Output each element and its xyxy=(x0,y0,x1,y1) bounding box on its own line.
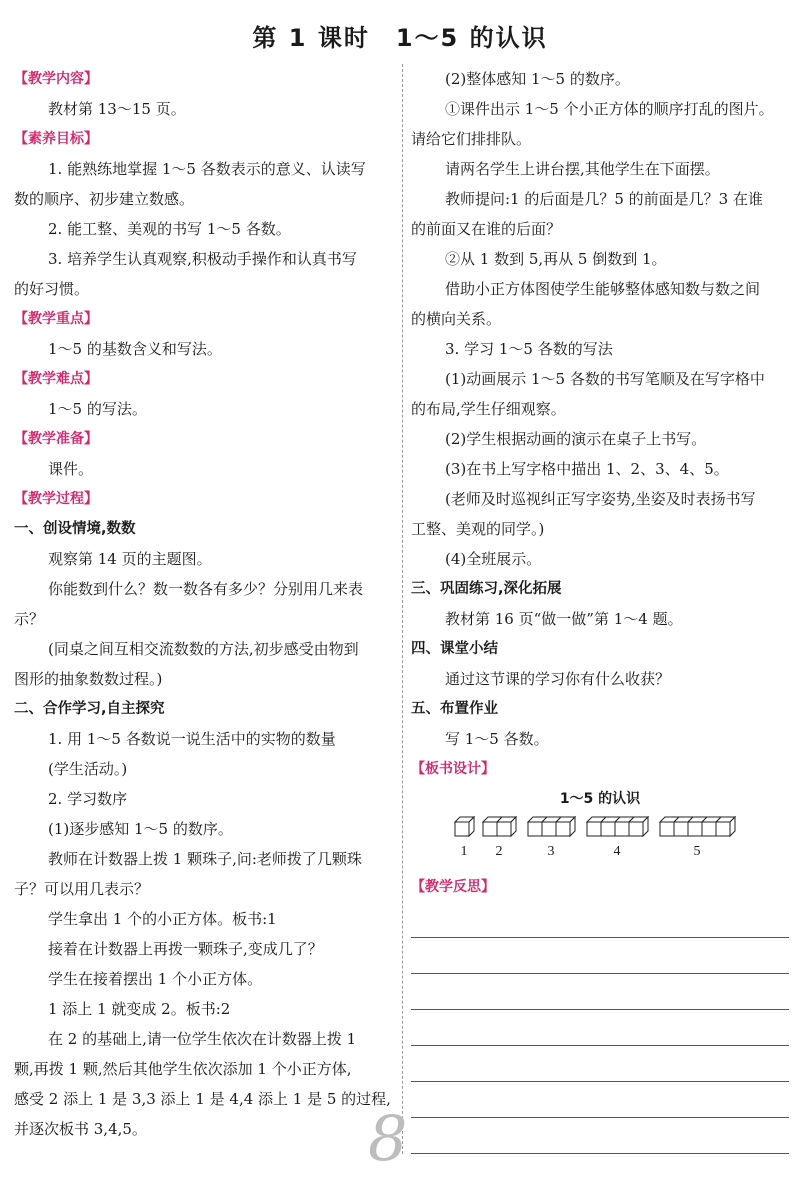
cube-group-3 xyxy=(528,817,575,836)
section-heading: 【教学过程】 xyxy=(14,491,98,507)
text-line: 1. 能熟练地掌握 1～5 各数表示的意义、认读写 xyxy=(48,160,366,178)
cube-group-4 xyxy=(587,817,648,836)
cube xyxy=(629,822,643,836)
text-line: 并逐次板书 3,4,5。 xyxy=(14,1120,147,1138)
cube xyxy=(483,822,497,836)
text-line: 示？ xyxy=(14,610,45,628)
text-line: 借助小正方体图使学生能够整体感知数与数之间 xyxy=(445,280,761,298)
text-line: 感受 2 添上 1 是 3,3 添上 1 是 4,4 添上 1 是 5 的过程, xyxy=(14,1090,391,1108)
text-line: 通过这节课的学习你有什么收获？ xyxy=(445,670,671,688)
section-heading: 【教学内容】 xyxy=(14,71,98,87)
text-line: (2)整体感知 1～5 的数序。 xyxy=(445,70,630,88)
cube-diagram xyxy=(411,814,789,872)
text-line: 颗,再拨 1 颗,然后其他学生依次添加 1 个小正方体, xyxy=(14,1060,352,1078)
text-line: (学生活动。) xyxy=(48,760,128,778)
text-line: 教师在计数器上拨 1 颗珠子,问:老师拨了几颗珠 xyxy=(48,850,362,868)
text-line: 学生在接着摆出 1 个小正方体。 xyxy=(48,970,263,988)
right-column xyxy=(411,64,789,1154)
cube-label-1: 1 xyxy=(460,844,468,859)
text-line: 图形的抽象数数过程。) xyxy=(14,670,163,688)
text-line: 1～5 的写法。 xyxy=(48,400,147,418)
text-line: 在 2 的基础上,请一位学生依次在计数器上拨 1 xyxy=(48,1030,357,1048)
text-line: 你能数到什么？数一数各有多少？分别用几来表 xyxy=(48,580,364,598)
writing-line xyxy=(411,938,789,974)
section-heading: 【素养目标】 xyxy=(14,131,98,147)
text-line: 1～5 的基数含义和写法。 xyxy=(48,340,222,358)
page-number: 8 xyxy=(368,1102,408,1175)
text-line: 教材第 13～15 页。 xyxy=(48,100,186,118)
writing-line xyxy=(411,1010,789,1046)
cube-label-5: 5 xyxy=(693,844,701,859)
text-line: 的好习惯。 xyxy=(14,280,90,298)
cube-diagram-svg xyxy=(411,814,789,844)
cube-label-4: 4 xyxy=(613,844,621,859)
text-line: 写 1～5 各数。 xyxy=(445,730,549,748)
cube xyxy=(455,822,469,836)
step-heading: 三、巩固练习,深化拓展 xyxy=(411,581,562,597)
cube xyxy=(660,822,674,836)
section-heading: 【教学难点】 xyxy=(14,371,98,387)
text-line: 学生拿出 1 个的小正方体。板书:1 xyxy=(48,910,277,928)
cube xyxy=(674,822,688,836)
text-line: 1 添上 1 就变成 2。板书:2 xyxy=(48,1000,231,1018)
text-line: 课件。 xyxy=(48,460,94,478)
text-line: 教师提问:1 的后面是几？5 的前面是几？3 在谁 xyxy=(445,190,763,208)
cube xyxy=(688,822,702,836)
step-heading: 五、布置作业 xyxy=(411,701,498,717)
cube xyxy=(615,822,629,836)
column-divider xyxy=(402,64,403,1154)
text-line: 教材第 16 页“做一做”第 1～4 题。 xyxy=(445,610,683,628)
step-heading: 一、创设情境,数数 xyxy=(14,521,136,537)
text-line: 工整、美观的同学。) xyxy=(411,520,545,538)
text-line: 子？可以用几表示？ xyxy=(14,880,150,898)
cube-label-3: 3 xyxy=(547,844,555,859)
text-line: (1)动画展示 1～5 各数的书写笔顺及在写字格中 xyxy=(445,370,765,388)
writing-line xyxy=(411,902,789,938)
text-line: (老师及时巡视纠正写字姿势,坐姿及时表扬书写 xyxy=(445,490,756,508)
cube xyxy=(587,822,601,836)
text-line: 的布局,学生仔细观察。 xyxy=(411,400,566,418)
section-heading: 【板书设计】 xyxy=(411,761,495,777)
text-line: (3)在书上写字格中描出 1、2、3、4、5。 xyxy=(445,460,729,478)
cube-label-2: 2 xyxy=(495,844,503,859)
text-line: (同桌之间互相交流数数的方法,初步感受由物到 xyxy=(48,640,359,658)
text-line: (2)学生根据动画的演示在桌子上书写。 xyxy=(445,430,707,448)
writing-line xyxy=(411,1118,789,1154)
page-title: 第 1 课时 1～5 的认识 xyxy=(252,24,548,52)
cube xyxy=(556,822,570,836)
cube xyxy=(716,822,730,836)
reflection-lines xyxy=(411,902,789,1154)
cube xyxy=(528,822,542,836)
text-line: ②从 1 数到 5,再从 5 倒数到 1。 xyxy=(445,250,667,268)
text-line: ①课件出示 1～5 个小正方体的顺序打乱的图片。 xyxy=(445,100,774,118)
text-line: 3. 培养学生认真观察,积极动手操作和认真书写 xyxy=(48,250,357,268)
cube xyxy=(497,822,511,836)
writing-line xyxy=(411,1082,789,1118)
writing-line xyxy=(411,1046,789,1082)
text-line: 2. 学习数序 xyxy=(48,790,128,808)
text-line: 2. 能工整、美观的书写 1～5 各数。 xyxy=(48,220,291,238)
cube-group-1 xyxy=(455,817,474,836)
step-heading: 四、课堂小结 xyxy=(411,641,498,657)
text-line: (4)全班展示。 xyxy=(445,550,542,568)
text-line: 的前面又在谁的后面？ xyxy=(411,220,562,238)
text-line: 的横向关系。 xyxy=(411,310,502,328)
text-line: 1. 用 1～5 各数说一说生活中的实物的数量 xyxy=(48,730,336,748)
cube-group-5 xyxy=(660,817,735,836)
text-line: 请给它们排排队。 xyxy=(411,130,532,148)
cube-group-2 xyxy=(483,817,516,836)
section-heading-reflection: 【教学反思】 xyxy=(411,879,495,895)
text-line: 观察第 14 页的主题图。 xyxy=(48,550,212,568)
text-line: 接着在计数器上再拨一颗珠子,变成几了？ xyxy=(48,940,323,958)
section-heading: 【教学重点】 xyxy=(14,311,98,327)
step-heading: 二、合作学习,自主探究 xyxy=(14,701,165,717)
board-title: 1～5 的认识 xyxy=(559,791,641,807)
text-line: 数的顺序、初步建立数感。 xyxy=(14,190,195,208)
left-column xyxy=(14,64,392,1144)
cube xyxy=(702,822,716,836)
text-line: 3. 学习 1～5 各数的写法 xyxy=(445,340,613,358)
cube xyxy=(601,822,615,836)
text-line: 请两名学生上讲台摆,其他学生在下面摆。 xyxy=(445,160,720,178)
text-line: (1)逐步感知 1～5 的数序。 xyxy=(48,820,233,838)
writing-line xyxy=(411,974,789,1010)
cube xyxy=(542,822,556,836)
section-heading: 【教学准备】 xyxy=(14,431,98,447)
